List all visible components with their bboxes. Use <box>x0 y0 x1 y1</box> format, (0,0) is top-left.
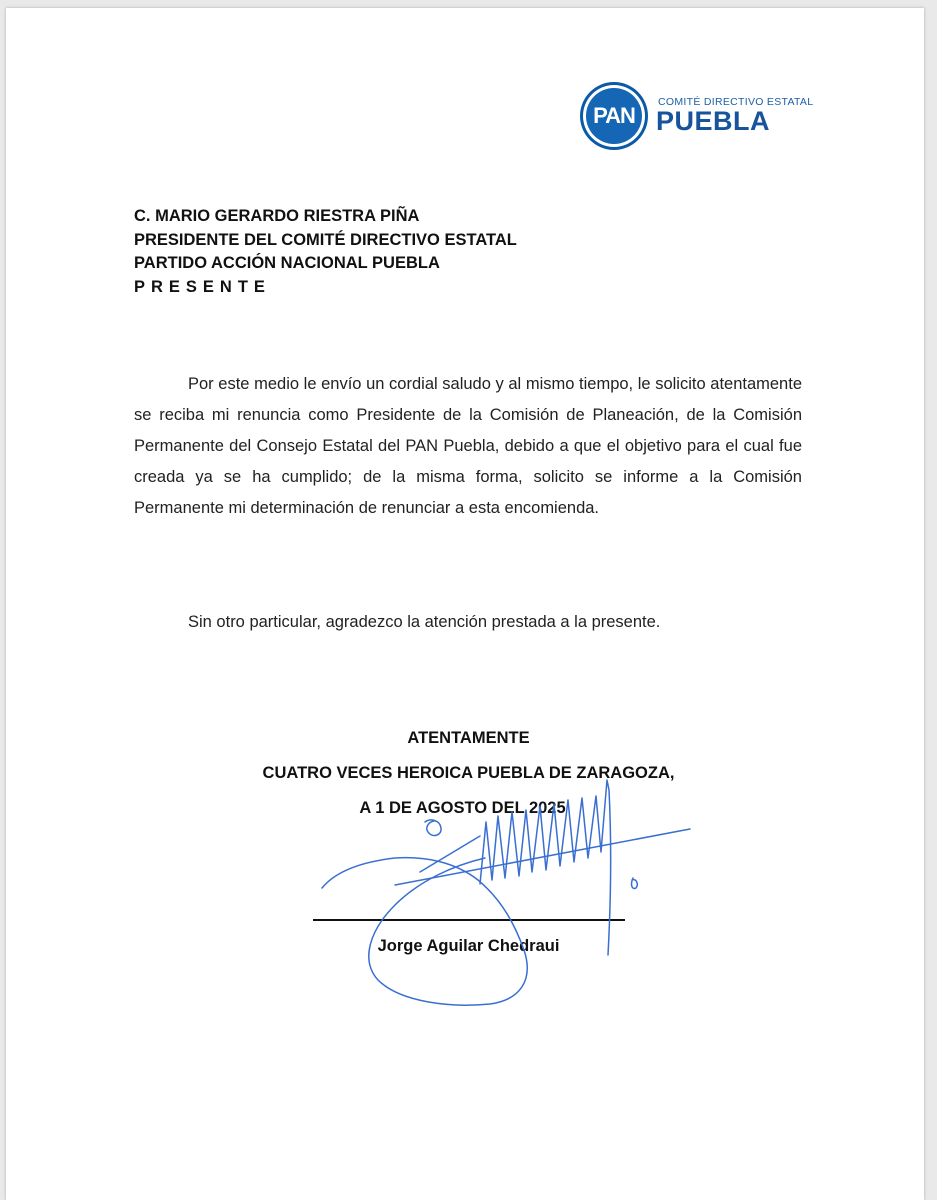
addressee-presente: PRESENTE <box>134 277 271 296</box>
place-line: CUATRO VECES HEROICA PUEBLA DE ZARAGOZA, <box>262 764 675 782</box>
signer-name: Jorge Aguilar Chedraui <box>377 937 560 955</box>
logo-name: PUEBLA <box>656 106 771 136</box>
letter-page <box>6 8 924 1200</box>
date-line: A 1 DE AGOSTO DEL 2025 <box>359 799 566 817</box>
logo-emblem-text: PAN <box>586 88 642 144</box>
pan-puebla-logo <box>580 82 814 152</box>
salutation: ATENTAMENTE <box>407 729 530 747</box>
closing-sentence: Sin otro particular, agradezco la atención prestada a la presente. <box>188 613 661 631</box>
addressee-title: PRESIDENTE DEL COMITÉ DIRECTIVO ESTATAL <box>134 230 517 249</box>
addressee-organization: PARTIDO ACCIÓN NACIONAL PUEBLA <box>134 254 440 272</box>
body-paragraph: Por este medio le envío un cordial saludo y al mismo tiempo, le solicito atentamente se reciba mi renuncia como Presidente de la Comisión de Planeación, de la Comisión Permanente del Consejo Estatal del PAN Puebla, debido a que el objetivo para el cual fue creada ya se ha cumplido; de la misma forma, solicito se informe a la Comisión Permanente mi determinación de renunciar a esta encomienda. <box>134 375 802 517</box>
logo-subtitle: COMITÉ DIRECTIVO ESTATAL <box>658 96 814 108</box>
addressee-name: C. MARIO GERARDO RIESTRA PIÑA <box>134 207 420 225</box>
addressee-block <box>134 205 517 299</box>
signature-line <box>313 919 625 921</box>
